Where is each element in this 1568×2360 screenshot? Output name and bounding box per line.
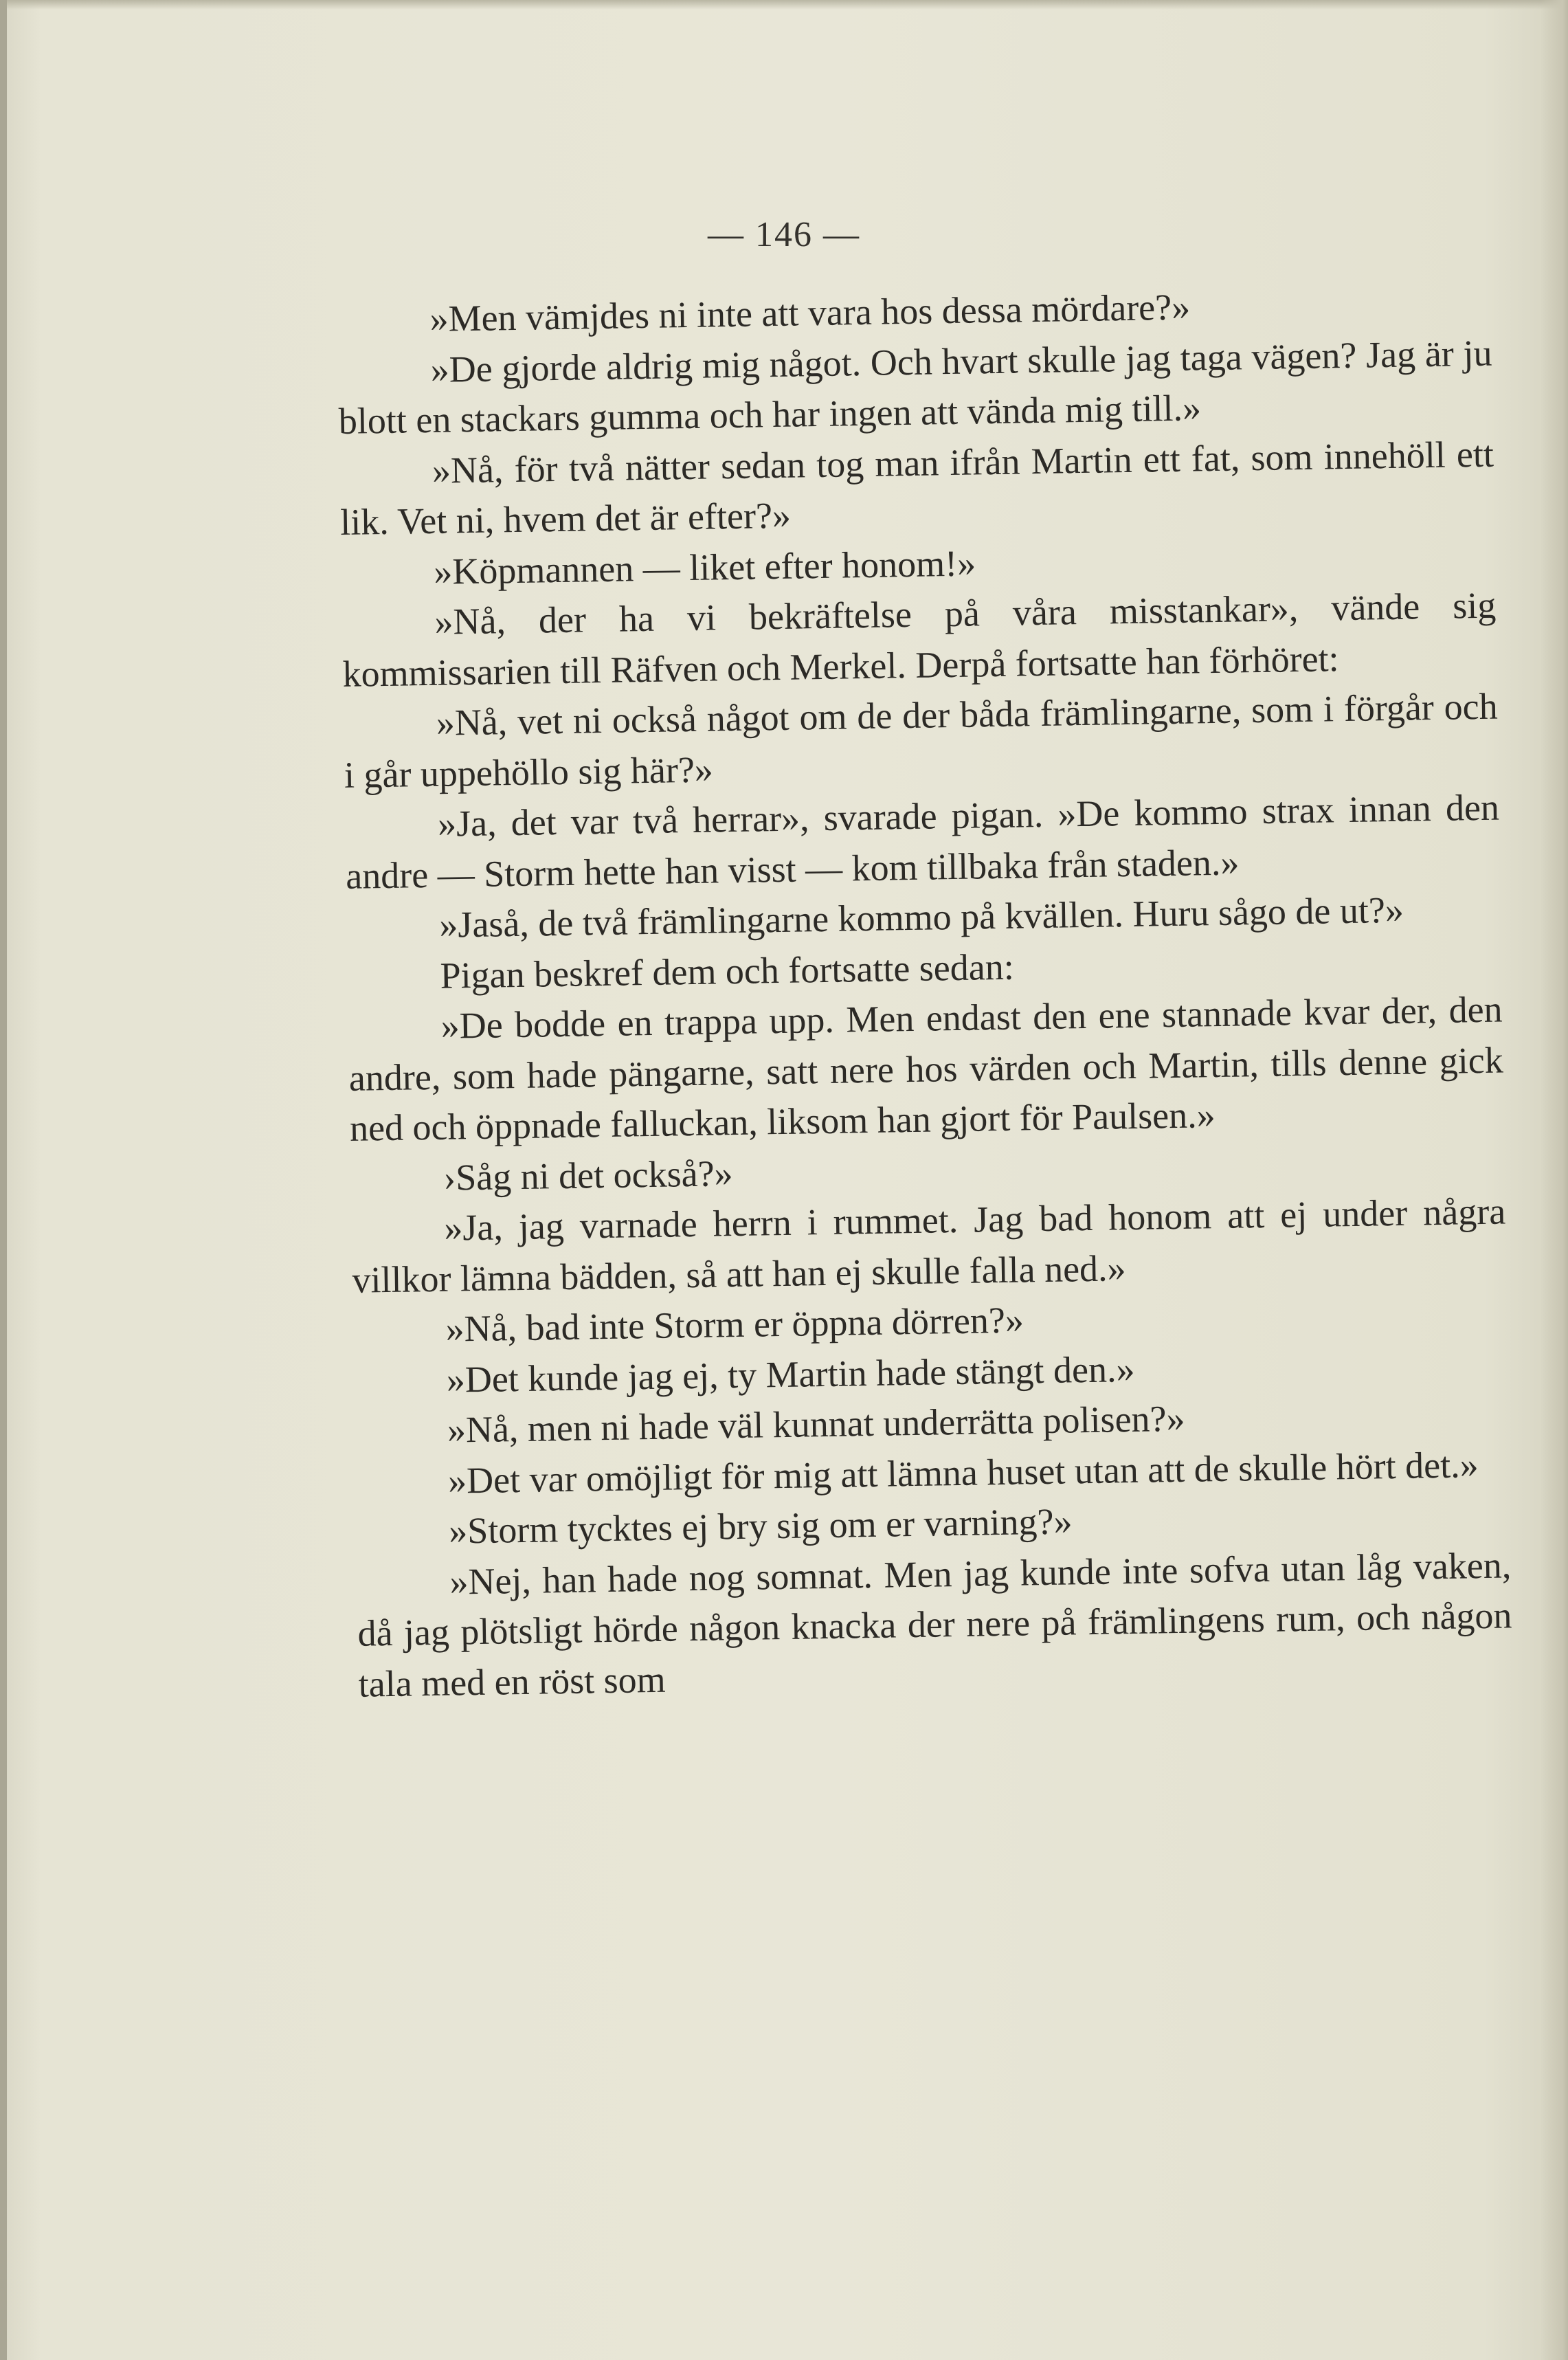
paragraph: ›Såg ni det också?» (443, 1152, 733, 1199)
paragraph: »Det kunde jag ej, ty Martin hade stängt den.» (446, 1348, 1135, 1401)
paragraph: »De gjorde aldrig mig något. Och hvart skulle jag taga vägen? Jag är ju blott en stackars gumma och har ingen att vända mig till.» (338, 332, 1492, 442)
paragraph: »Köpmannen — liket efter honom!» (433, 542, 976, 592)
paragraph: »Det var omöjligt för mig att lämna huset utan att de skulle hört det.» (447, 1443, 1479, 1502)
paragraph: »Nå, der ha vi bekräftelse på våra misstankar», vände sig kommissarien till Räfven och Merkel. Derpå fortsatte han förhöret: (342, 584, 1497, 695)
page-outer-edge (1541, 0, 1568, 2360)
body-text (337, 278, 1513, 1710)
page-top-edge (0, 0, 1568, 10)
paragraph: »Nå, bad inte Storm er öppna dörren?» (445, 1299, 1024, 1350)
paragraph: »Jaså, de två främlingarne kommo på kvällen. Huru sågo de ut?» (438, 889, 1404, 946)
paragraph: »De bodde en trappa upp. Men endast den ene stannade kvar der, den andre, som hade pängarne, satt nere hos värden och Martin, tills denne gick ned och öppnade falluckan, liksom han gjort för Paulsen.» (348, 988, 1504, 1149)
paragraph: »Nå, vet ni också något om de der båda främlingarne, som i förgår och i går uppehöllo sig här?» (344, 685, 1499, 796)
paragraph: »Storm tycktes ej bry sig om er varning?» (448, 1500, 1073, 1552)
paragraph: »Ja, jag varnade herrn i rummet. Jag bad honom att ej under några villkor lämna bädden, så att han ej skulle falla ned.» (352, 1190, 1506, 1301)
paragraph: Pigan beskref dem och fortsatte sedan: (440, 946, 1015, 997)
paragraph: »Ja, det var två herrar», svarade pigan. »De kommo strax innan den andre — Storm hette han visst — kom tillbaka från staden.» (345, 786, 1500, 897)
page-number: — 146 — (708, 215, 860, 254)
paragraph: »Nå, för två nätter sedan tog man ifrån Martin ett fat, som innehöll ett lik. Vet ni, hvem det är efter?» (339, 433, 1494, 543)
paragraph: »Men vämjdes ni inte att vara hos dessa mördare?» (429, 286, 1191, 339)
paragraph: »Nå, men ni hade väl kunnat underrätta polisen?» (447, 1397, 1185, 1451)
paragraph: »Nej, han hade nog somnat. Men jag kunde inte sofva utan låg vaken, då jag plötsligt hörde någon knacka der nere på främlingens rum, och någon tala med en röst som (357, 1544, 1512, 1705)
page-binding-edge (0, 0, 7, 2360)
